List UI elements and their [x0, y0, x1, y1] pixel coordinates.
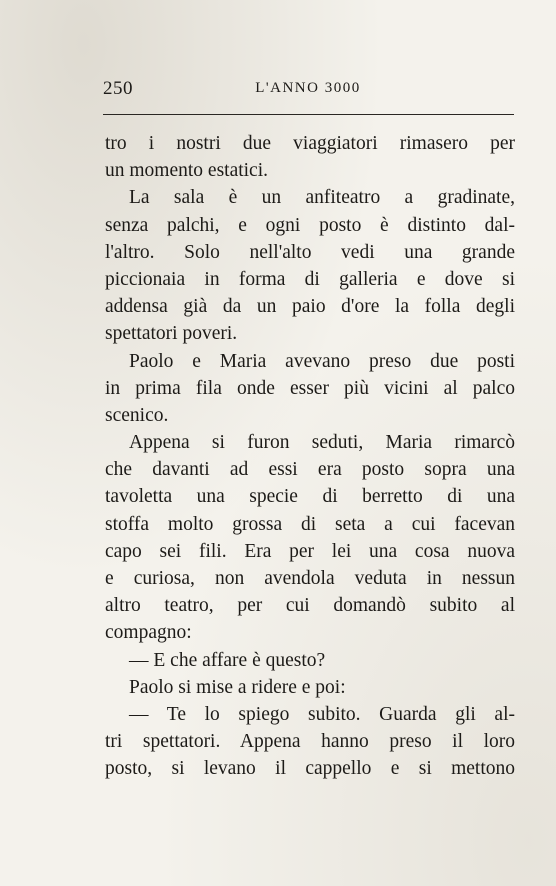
text-line: spettatori poveri. [105, 323, 238, 345]
text-line: capo sei fili. Era per lei una cosa nuova [105, 540, 515, 562]
text-line: Paolo e Maria avevano preso due posti [129, 350, 515, 372]
text-line: — Te lo spiego subito. Guarda gli al- [129, 703, 515, 725]
text-line: addensa già da un paio d'ore la folla degli [105, 296, 515, 318]
text-line: La sala è un anfiteatro a gradinate, [129, 187, 515, 209]
text-line: tavoletta una specie di berretto di una [105, 486, 515, 508]
page-header [103, 78, 513, 102]
text-line: e curiosa, non avendola veduta in nessun [105, 568, 515, 589]
text-line: scenico. [105, 404, 169, 426]
running-title: L'ANNO 3000 [255, 80, 361, 96]
text-line: altro teatro, per cui domandò subito al [105, 595, 515, 617]
text-line: un momento estatici. [105, 160, 269, 182]
text-line: — E che affare è questo? [129, 649, 326, 671]
text-line: che davanti ad essi era posto sopra una [105, 459, 515, 481]
header-rule [103, 114, 514, 115]
text-line: l'altro. Solo nell'alto vedi una grande [105, 241, 515, 263]
text-line: Paolo si mise a ridere e poi: [129, 676, 346, 698]
text-line: Appena si furon seduti, Maria rimarcò [129, 432, 515, 454]
text-line: piccionaia in forma di galleria e dove si [105, 268, 515, 290]
text-line: compagno: [105, 622, 192, 644]
text-line: in prima fila onde esser più vicini al palco [105, 377, 515, 399]
text-line: tri spettatori. Appena hanno preso il loro [105, 731, 515, 753]
text-line: tro i nostri due viaggiatori rimasero per [105, 133, 515, 154]
body-text [105, 130, 515, 783]
page-number: 250 [103, 78, 133, 99]
text-line: posto, si levano il cappello e si mettono [105, 758, 515, 780]
text-line: senza palchi, e ogni posto è distinto dal- [105, 214, 515, 236]
text-line: stoffa molto grossa di seta a cui facevan [105, 513, 515, 535]
